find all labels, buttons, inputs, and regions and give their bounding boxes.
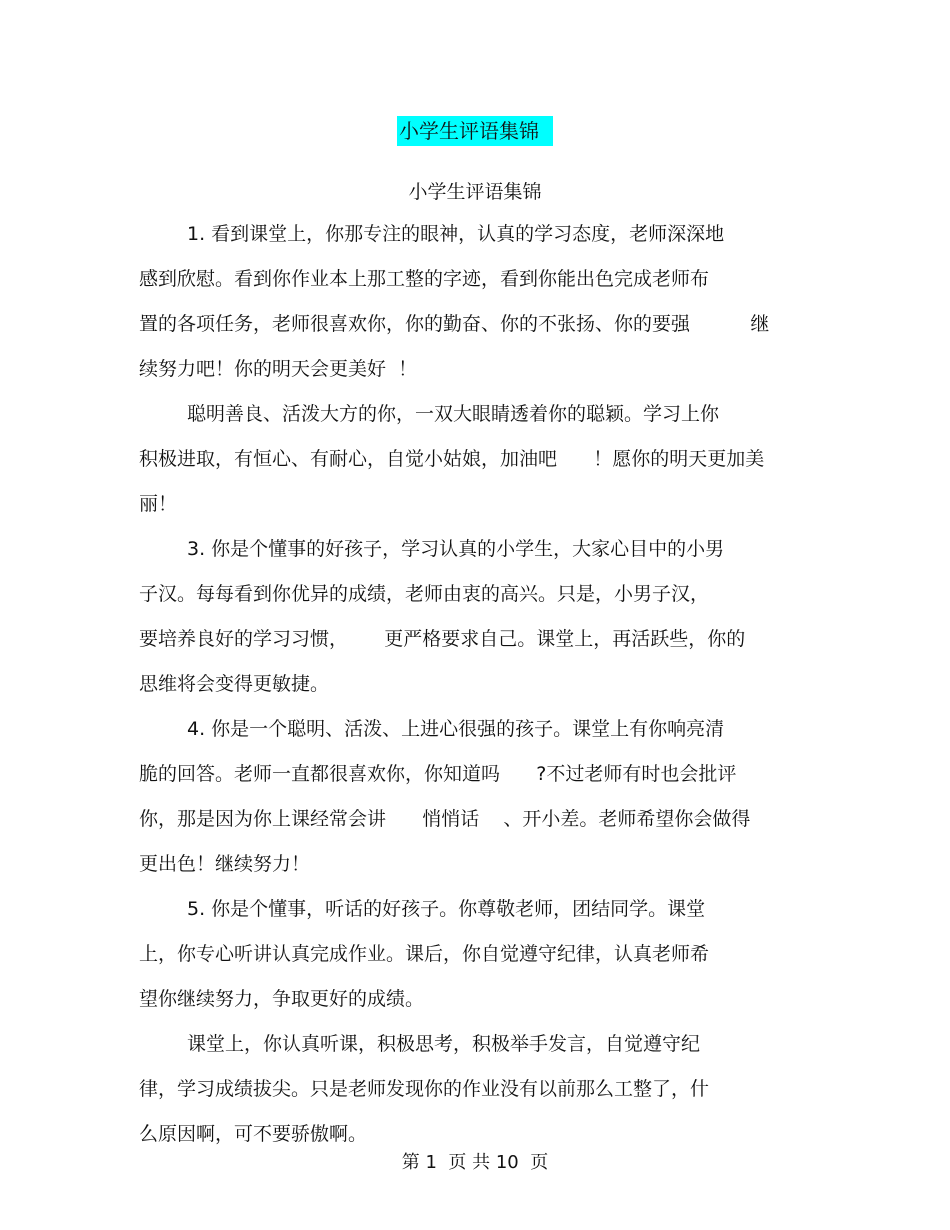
text-line: 更出色！继续努力！ (139, 853, 311, 875)
text-line: 望你继续努力，争取更好的成绩。 (139, 988, 425, 1010)
paragraph-6 (139, 1028, 819, 1163)
text-line: 4. 你是一个聪明、活泼、上进心很强的孩子。课堂上有你响亮清 (187, 718, 725, 740)
paragraph-4 (139, 713, 819, 893)
page-title: 小学生评语集锦 (397, 116, 553, 146)
text-line: 脆的回答。老师一直都很喜欢你，你知道吗 ?不过老师有时也会批评 (139, 763, 737, 785)
text-line: 感到欣慰。看到你作业本上那工整的字迹，看到你能出色完成老师布 (139, 268, 710, 290)
text-line: 积极进取，有恒心、有耐心，自觉小姑娘，加油吧 ！愿你的明天更加美 (139, 448, 765, 470)
paragraph-1 (139, 218, 819, 398)
text-line: 上，你专心听讲认真完成作业。课后，你自觉遵守纪律，认真老师希 (139, 943, 710, 965)
paragraph-3 (139, 533, 819, 713)
text-line: 思维将会变得更敏捷。 (139, 673, 330, 695)
paragraph-2 (139, 398, 819, 533)
page-number-footer: 第 1 页 共 10 页 (401, 1152, 549, 1173)
text-line: 律，学习成绩拔尖。只是老师发现你的作业没有以前那么工整了，什 (139, 1078, 710, 1100)
text-line: 你，那是因为你上课经常会讲 悄悄话 、开小差。老师希望你会做得 (139, 808, 751, 830)
text-line: 丽！ (139, 493, 178, 515)
text-line: 课堂上，你认真听课，积极思考，积极举手发言，自觉遵守纪 (187, 1033, 701, 1055)
text-line: 1. 看到课堂上，你那专注的眼神，认真的学习态度，老师深深地 (187, 223, 725, 245)
text-line: 要培养良好的学习习惯， 更严格要求自己。课堂上，再活跃些，你的 (139, 628, 746, 650)
text-line: 置的各项任务，老师很喜欢你，你的勤奋、你的不张扬、你的要强 继 (139, 313, 770, 335)
text-line: 5. 你是个懂事，听话的好孩子。你尊敬老师，团结同学。课堂 (187, 898, 706, 920)
title-container (0, 116, 950, 146)
text-line: 聪明善良、活泼大方的你，一双大眼睛透着你的聪颖。学习上你 (187, 403, 720, 425)
text-line: 子汉。每每看到你优异的成绩，老师由衷的高兴。只是，小男子汉， (139, 583, 710, 605)
document-body (139, 218, 819, 1163)
text-line: 续努力吧！你的明天会更美好 ！ (139, 358, 418, 380)
text-line: 么原因啊，可不要骄傲啊。 (139, 1123, 368, 1145)
text-line: 3. 你是个懂事的好孩子，学习认真的小学生，大家心目中的小男 (187, 538, 725, 560)
document-subtitle: 小学生评语集锦 (408, 181, 542, 203)
paragraph-5 (139, 893, 819, 1028)
